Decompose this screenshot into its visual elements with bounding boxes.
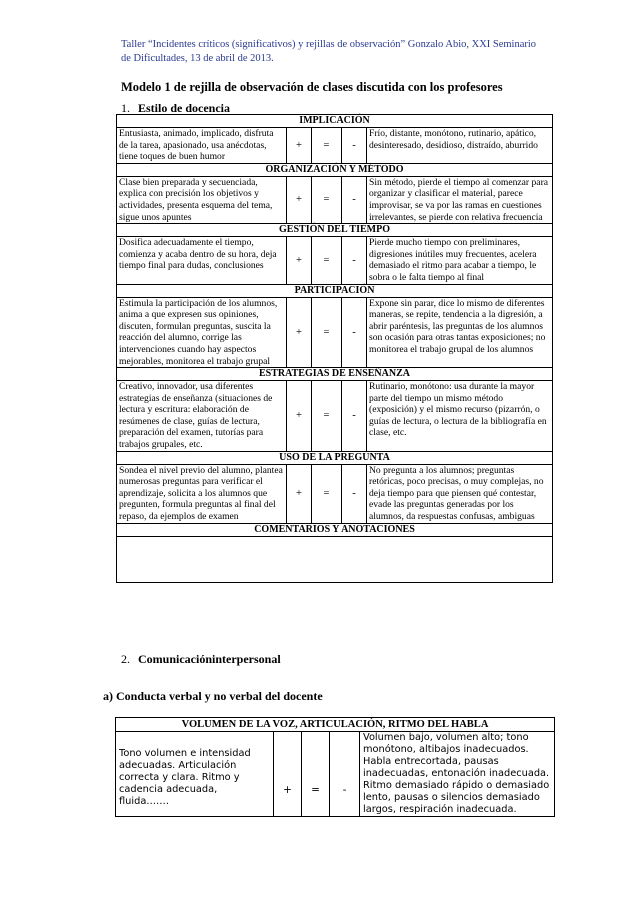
minus-option[interactable]: - <box>342 297 367 368</box>
equal-option[interactable]: = <box>312 237 342 284</box>
negative-descriptor: Frío, distante, monótono, rutinario, apático, desinteresado, desidioso, distraído, aburrido <box>367 128 553 164</box>
negative-descriptor: Expone sin parar, dice lo mismo de diferentes maneras, se repite, tendencia a la digresión, a abrir paréntesis, las preguntas de los alumnos son ocasión para otras tantas exposiciones; no monitorea el trabajo grupal de los alumnos <box>367 297 553 368</box>
comments-heading: COMENTARIOS Y ANOTACIONES <box>117 523 553 536</box>
subsection-heading: a) Conducta verbal y no verbal del docente <box>103 689 323 703</box>
rubric-row <box>117 237 553 284</box>
header-line-1: Taller “Incidentes críticos (significativos) y rejillas de observación” Gonzalo Abio, XXI Seminario <box>121 39 537 50</box>
header-line-2: de Dificultades, 13 de abril de 2013. <box>121 53 274 64</box>
equal-option[interactable]: = <box>312 381 342 452</box>
category-organizacion: ORGANIZACIÓN Y MÉTODO <box>117 163 553 176</box>
plus-option[interactable]: + <box>287 128 312 164</box>
rubric-row <box>117 297 553 368</box>
positive-descriptor: Creativo, innovador, usa diferentes estrategias de enseñanza (situaciones de lectura y escritura: elaboración de resúmenes de clase, guías de lectura, preparación del examen, tutorías para trabajos grupales, etc. <box>117 381 287 452</box>
category-uso-pregunta: USO DE LA PREGUNTA <box>117 451 553 464</box>
category-volumen-voz: VOLUMEN DE LA VOZ, ARTICULACIÓN, RITMO DEL HABLA <box>116 718 555 732</box>
section-1-label: Estilo de docencia <box>138 101 230 115</box>
minus-option[interactable]: - <box>342 128 367 164</box>
category-gestion-tiempo: GESTIÓN DEL TIEMPO <box>117 224 553 237</box>
minus-option[interactable]: - <box>342 381 367 452</box>
category-participacion: PARTICIPACIÓN <box>117 284 553 297</box>
equal-option[interactable]: = <box>302 732 330 817</box>
negative-descriptor: Sin método, pierde el tiempo al comenzar para organizar y clasificar el material, parece improvisar, se va por las ramas en cuestiones irrelevantes, se pierde con relativa frecuencia <box>367 176 553 223</box>
model-title: Modelo 1 de rejilla de observación de clases discutida con los profesores <box>121 80 503 94</box>
negative-descriptor: Pierde mucho tiempo con preliminares, digresiones inútiles muy frecuentes, acelera demasiado el ritmo para acabar a tiempo, le sobra o le falta tiempo al final <box>367 237 553 284</box>
rubric-row <box>117 176 553 223</box>
rubric-row <box>116 732 555 817</box>
plus-option[interactable]: + <box>274 732 302 817</box>
plus-option[interactable]: + <box>287 176 312 223</box>
voice-table <box>115 717 555 817</box>
positive-descriptor: Clase bien preparada y secuenciada, explica con precisión los objetivos y actividades, presenta esquema del tema, sigue unos apuntes <box>117 176 287 223</box>
category-estrategias: ESTRATEGIAS DE ENSEÑANZA <box>117 368 553 381</box>
section-2-heading <box>121 652 281 667</box>
negative-descriptor: Volumen bajo, volumen alto; tono monótono, altibajos inadecuados. Habla entrecortada, pausas inadecuadas, entonación inadecuada. Ritmo demasiado rápido o demasiado lento, pausas o silencios demasiado largos, respiración inadecuada. <box>360 732 555 817</box>
equal-option[interactable]: = <box>312 464 342 523</box>
plus-option[interactable]: + <box>287 464 312 523</box>
plus-option[interactable]: + <box>287 381 312 452</box>
section-2-number: 2. <box>121 652 130 666</box>
plus-option[interactable]: + <box>287 237 312 284</box>
category-implicacion: IMPLICACIÓN <box>117 115 553 128</box>
positive-descriptor: Dosifica adecuadamente el tiempo, comienza y acaba dentro de su hora, deja tiempo final para dudas, conclusiones <box>117 237 287 284</box>
comments-area[interactable] <box>117 536 553 582</box>
minus-option[interactable]: - <box>330 732 360 817</box>
equal-option[interactable]: = <box>312 128 342 164</box>
rubric-row <box>117 128 553 164</box>
rubric-row <box>117 464 553 523</box>
section-1-number: 1. <box>121 101 130 115</box>
positive-descriptor: Sondea el nivel previo del alumno, plantea numerosas preguntas para verificar el aprendizaje, solicita a los alumnos que pregunten, formula preguntas al final del repaso, da ejemplos de examen <box>117 464 287 523</box>
equal-option[interactable]: = <box>312 297 342 368</box>
minus-option[interactable]: - <box>342 464 367 523</box>
rubric-row <box>117 381 553 452</box>
document-header <box>121 38 561 66</box>
negative-descriptor: Rutinario, monótono: usa durante la mayor parte del tiempo un mismo método (exposición) y el mismo recurso (pizarrón, o guías de lectura, o lectura de la bibliografía en clase, etc. <box>367 381 553 452</box>
minus-option[interactable]: - <box>342 176 367 223</box>
negative-descriptor: No pregunta a los alumnos; preguntas retóricas, poco precisas, o muy complejas, no deja tiempo para que piensen qué contestar, evade las preguntas generadas por los alumnos, da respuestas confusas, ambiguas <box>367 464 553 523</box>
minus-option[interactable]: - <box>342 237 367 284</box>
equal-option[interactable]: = <box>312 176 342 223</box>
positive-descriptor: Entusiasta, animado, implicado, disfruta de la tarea, apasionado, usa anécdotas, tiene toques de buen humor <box>117 128 287 164</box>
positive-descriptor: Tono volumen e intensidad adecuadas. Articulación correcta y clara. Ritmo y cadencia adecuada, fluida.…… <box>116 732 274 817</box>
positive-descriptor: Estimula la participación de los alumnos, anima a que expresen sus opiniones, discuten, formulan preguntas, suscita la reacción del alumno, corrige las intervenciones cuando hay aspectos mejorables, monitorea el trabajo grupal <box>117 297 287 368</box>
plus-option[interactable]: + <box>287 297 312 368</box>
teaching-style-table <box>116 114 553 583</box>
section-2-label: Comunicacióninterpersonal <box>138 652 281 666</box>
